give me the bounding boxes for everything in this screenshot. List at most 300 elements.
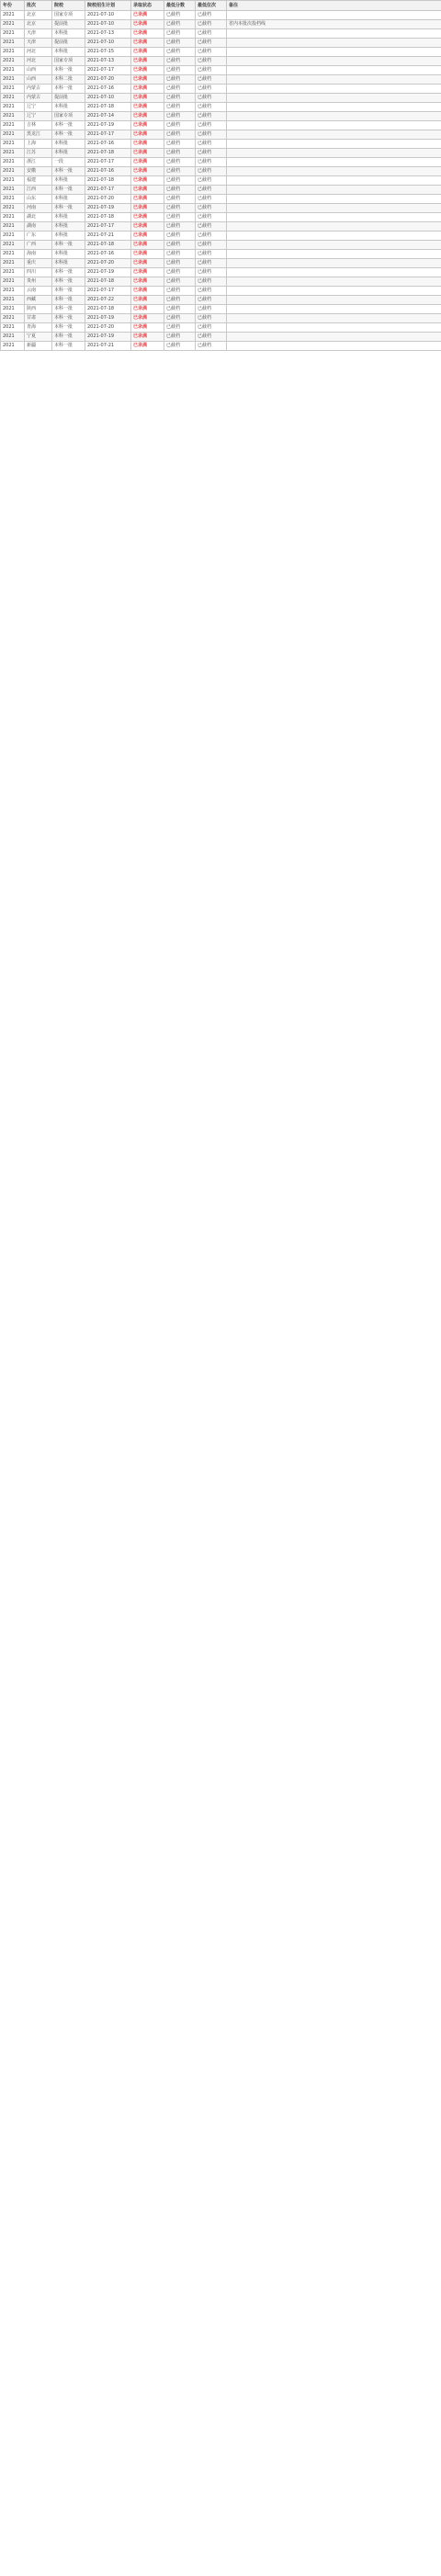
cell-school: 本科二批	[52, 75, 85, 85]
cell-school: 提前批	[52, 20, 85, 29]
table-row	[1, 222, 441, 232]
table-row	[1, 11, 441, 20]
cell-plan-date: 2021-07-17	[85, 186, 131, 195]
cell-batch: 宁夏	[25, 333, 52, 342]
cell-status: 已录满	[131, 222, 164, 232]
cell-batch: 辽宁	[25, 103, 52, 112]
cell-batch: 内蒙古	[25, 94, 52, 103]
cell-plan-date: 2021-07-20	[85, 323, 131, 333]
table-row	[1, 323, 441, 333]
cell-min-rank: 已截档	[196, 195, 227, 204]
cell-plan-date: 2021-07-10	[85, 20, 131, 29]
cell-batch: 内蒙古	[25, 85, 52, 94]
cell-school: 本科批	[52, 103, 85, 112]
cell-plan-date: 2021-07-19	[85, 333, 131, 342]
cell-batch: 河北	[25, 48, 52, 57]
cell-plan-date: 2021-07-15	[85, 48, 131, 57]
table-row	[1, 48, 441, 57]
cell-status: 已录满	[131, 195, 164, 204]
cell-school: 本科批	[52, 259, 85, 268]
table-row	[1, 140, 441, 149]
cell-min-rank: 已截档	[196, 167, 227, 176]
cell-year: 2021	[1, 232, 25, 241]
table-row	[1, 20, 441, 29]
cell-min-rank: 已截档	[196, 130, 227, 140]
cell-min-rank: 已截档	[196, 287, 227, 296]
cell-plan-date: 2021-07-20	[85, 259, 131, 268]
cell-batch: 甘肃	[25, 314, 52, 323]
cell-min-score: 已截档	[164, 48, 196, 57]
cell-school: 本科一批	[52, 66, 85, 75]
cell-status: 已录满	[131, 29, 164, 39]
cell-batch: 天津	[25, 39, 52, 48]
header-note: 备注	[227, 1, 441, 11]
cell-status: 已录满	[131, 186, 164, 195]
cell-min-score: 已截档	[164, 85, 196, 94]
cell-school: 本科一批	[52, 287, 85, 296]
table-row	[1, 287, 441, 296]
cell-batch: 云南	[25, 287, 52, 296]
cell-min-rank: 已截档	[196, 213, 227, 222]
cell-status: 已录满	[131, 48, 164, 57]
cell-plan-date: 2021-07-10	[85, 39, 131, 48]
cell-school: 本科一批	[52, 186, 85, 195]
table-row	[1, 259, 441, 268]
cell-batch: 青海	[25, 323, 52, 333]
cell-min-rank: 已截档	[196, 259, 227, 268]
table-row	[1, 305, 441, 314]
cell-min-score: 已截档	[164, 204, 196, 213]
cell-school: 本科一批	[52, 333, 85, 342]
cell-min-rank: 已截档	[196, 158, 227, 167]
cell-school: 国家专项	[52, 112, 85, 121]
cell-school: 本科一批	[52, 277, 85, 287]
cell-min-rank: 已截档	[196, 305, 227, 314]
cell-note: 省内本批次投档线	[227, 20, 441, 29]
cell-year: 2021	[1, 195, 25, 204]
cell-note	[227, 305, 441, 314]
cell-batch: 陕西	[25, 305, 52, 314]
cell-min-score: 已截档	[164, 121, 196, 130]
cell-year: 2021	[1, 39, 25, 48]
cell-min-score: 已截档	[164, 323, 196, 333]
cell-min-score: 已截档	[164, 259, 196, 268]
cell-plan-date: 2021-07-10	[85, 94, 131, 103]
cell-min-rank: 已截档	[196, 241, 227, 250]
cell-batch: 海南	[25, 250, 52, 259]
cell-school: 本科批	[52, 176, 85, 186]
cell-batch: 河南	[25, 204, 52, 213]
cell-plan-date: 2021-07-16	[85, 250, 131, 259]
cell-min-score: 已截档	[164, 11, 196, 20]
cell-min-rank: 已截档	[196, 94, 227, 103]
cell-batch: 北京	[25, 20, 52, 29]
cell-min-score: 已截档	[164, 287, 196, 296]
cell-batch: 广西	[25, 241, 52, 250]
cell-note	[227, 167, 441, 176]
cell-status: 已录满	[131, 287, 164, 296]
cell-school: 一段	[52, 158, 85, 167]
table-row	[1, 130, 441, 140]
cell-min-score: 已截档	[164, 130, 196, 140]
cell-note	[227, 204, 441, 213]
cell-status: 已录满	[131, 268, 164, 277]
cell-min-score: 已截档	[164, 176, 196, 186]
table-row	[1, 296, 441, 305]
cell-batch: 重庆	[25, 259, 52, 268]
cell-batch: 广东	[25, 232, 52, 241]
admission-sheet	[0, 0, 441, 351]
cell-note	[227, 75, 441, 85]
cell-school: 本科一批	[52, 296, 85, 305]
cell-min-rank: 已截档	[196, 75, 227, 85]
cell-note	[227, 296, 441, 305]
cell-year: 2021	[1, 75, 25, 85]
cell-min-rank: 已截档	[196, 112, 227, 121]
cell-note	[227, 213, 441, 222]
table-row	[1, 94, 441, 103]
cell-plan-date: 2021-07-17	[85, 66, 131, 75]
cell-min-rank: 已截档	[196, 204, 227, 213]
cell-note	[227, 195, 441, 204]
table-row	[1, 121, 441, 130]
cell-status: 已录满	[131, 66, 164, 75]
table-row	[1, 186, 441, 195]
cell-school: 本科批	[52, 48, 85, 57]
table-row	[1, 85, 441, 94]
cell-year: 2021	[1, 314, 25, 323]
cell-status: 已录满	[131, 296, 164, 305]
cell-school: 本科一批	[52, 268, 85, 277]
cell-plan-date: 2021-07-17	[85, 158, 131, 167]
cell-note	[227, 287, 441, 296]
table-body	[1, 11, 441, 351]
cell-note	[227, 323, 441, 333]
cell-year: 2021	[1, 333, 25, 342]
cell-min-rank: 已截档	[196, 121, 227, 130]
cell-min-rank: 已截档	[196, 176, 227, 186]
cell-status: 已录满	[131, 167, 164, 176]
table-row	[1, 39, 441, 48]
cell-plan-date: 2021-07-18	[85, 277, 131, 287]
table-row	[1, 167, 441, 176]
cell-batch: 湖南	[25, 222, 52, 232]
cell-note	[227, 85, 441, 94]
cell-min-rank: 已截档	[196, 314, 227, 323]
cell-status: 已录满	[131, 305, 164, 314]
cell-status: 已录满	[131, 130, 164, 140]
cell-plan-date: 2021-07-18	[85, 176, 131, 186]
cell-status: 已录满	[131, 11, 164, 20]
table-row	[1, 232, 441, 241]
cell-school: 本科一批	[52, 342, 85, 351]
cell-batch: 吉林	[25, 121, 52, 130]
cell-note	[227, 186, 441, 195]
cell-min-score: 已截档	[164, 103, 196, 112]
header-school: 院校	[52, 1, 85, 11]
cell-school: 本科批	[52, 29, 85, 39]
cell-min-score: 已截档	[164, 277, 196, 287]
cell-min-rank: 已截档	[196, 323, 227, 333]
cell-plan-date: 2021-07-17	[85, 222, 131, 232]
cell-status: 已录满	[131, 140, 164, 149]
cell-batch: 河北	[25, 57, 52, 66]
cell-note	[227, 149, 441, 158]
cell-status: 已录满	[131, 176, 164, 186]
cell-note	[227, 342, 441, 351]
cell-plan-date: 2021-07-13	[85, 29, 131, 39]
header-status: 录取状态	[131, 1, 164, 11]
cell-school: 国家专项	[52, 57, 85, 66]
cell-min-score: 已截档	[164, 75, 196, 85]
cell-min-score: 已截档	[164, 186, 196, 195]
cell-note	[227, 11, 441, 20]
cell-school: 国家专项	[52, 11, 85, 20]
cell-status: 已录满	[131, 103, 164, 112]
cell-batch: 山西	[25, 75, 52, 85]
cell-min-rank: 已截档	[196, 232, 227, 241]
admission-table	[0, 0, 441, 351]
cell-school: 本科批	[52, 195, 85, 204]
cell-min-rank: 已截档	[196, 11, 227, 20]
cell-year: 2021	[1, 268, 25, 277]
cell-min-score: 已截档	[164, 167, 196, 176]
cell-note	[227, 158, 441, 167]
cell-year: 2021	[1, 241, 25, 250]
cell-status: 已录满	[131, 342, 164, 351]
cell-min-rank: 已截档	[196, 342, 227, 351]
cell-batch: 山西	[25, 66, 52, 75]
cell-min-rank: 已截档	[196, 277, 227, 287]
cell-year: 2021	[1, 149, 25, 158]
cell-year: 2021	[1, 121, 25, 130]
table-row	[1, 241, 441, 250]
cell-note	[227, 222, 441, 232]
cell-plan-date: 2021-07-14	[85, 112, 131, 121]
table-row	[1, 66, 441, 75]
cell-year: 2021	[1, 277, 25, 287]
cell-year: 2021	[1, 57, 25, 66]
cell-min-score: 已截档	[164, 333, 196, 342]
cell-min-score: 已截档	[164, 232, 196, 241]
cell-school: 本科一批	[52, 323, 85, 333]
cell-plan-date: 2021-07-19	[85, 121, 131, 130]
cell-status: 已录满	[131, 121, 164, 130]
cell-min-score: 已截档	[164, 222, 196, 232]
header-batch: 批次	[25, 1, 52, 11]
cell-min-rank: 已截档	[196, 222, 227, 232]
cell-year: 2021	[1, 130, 25, 140]
cell-status: 已录满	[131, 85, 164, 94]
cell-note	[227, 277, 441, 287]
cell-plan-date: 2021-07-19	[85, 204, 131, 213]
cell-school: 本科批	[52, 232, 85, 241]
cell-year: 2021	[1, 250, 25, 259]
cell-plan-date: 2021-07-20	[85, 195, 131, 204]
cell-min-score: 已截档	[164, 39, 196, 48]
cell-note	[227, 121, 441, 130]
cell-school: 本科批	[52, 213, 85, 222]
cell-status: 已录满	[131, 333, 164, 342]
cell-min-rank: 已截档	[196, 333, 227, 342]
cell-status: 已录满	[131, 232, 164, 241]
cell-school: 本科一批	[52, 130, 85, 140]
table-row	[1, 314, 441, 323]
cell-year: 2021	[1, 29, 25, 39]
cell-school: 本科一批	[52, 305, 85, 314]
cell-note	[227, 103, 441, 112]
cell-status: 已录满	[131, 259, 164, 268]
cell-min-score: 已截档	[164, 195, 196, 204]
cell-status: 已录满	[131, 20, 164, 29]
cell-min-score: 已截档	[164, 250, 196, 259]
cell-batch: 辽宁	[25, 112, 52, 121]
cell-min-rank: 已截档	[196, 140, 227, 149]
cell-min-rank: 已截档	[196, 268, 227, 277]
cell-min-score: 已截档	[164, 94, 196, 103]
cell-plan-date: 2021-07-19	[85, 268, 131, 277]
cell-year: 2021	[1, 296, 25, 305]
cell-plan-date: 2021-07-16	[85, 85, 131, 94]
cell-batch: 北京	[25, 11, 52, 20]
cell-min-score: 已截档	[164, 158, 196, 167]
cell-status: 已录满	[131, 158, 164, 167]
cell-year: 2021	[1, 48, 25, 57]
cell-year: 2021	[1, 85, 25, 94]
cell-batch: 天津	[25, 29, 52, 39]
cell-school: 提前批	[52, 94, 85, 103]
cell-status: 已录满	[131, 204, 164, 213]
cell-year: 2021	[1, 323, 25, 333]
cell-min-rank: 已截档	[196, 48, 227, 57]
cell-plan-date: 2021-07-18	[85, 241, 131, 250]
cell-min-score: 已截档	[164, 314, 196, 323]
cell-status: 已录满	[131, 241, 164, 250]
cell-min-rank: 已截档	[196, 149, 227, 158]
cell-note	[227, 259, 441, 268]
cell-plan-date: 2021-07-21	[85, 232, 131, 241]
cell-min-rank: 已截档	[196, 296, 227, 305]
cell-status: 已录满	[131, 323, 164, 333]
cell-note	[227, 94, 441, 103]
cell-min-score: 已截档	[164, 268, 196, 277]
cell-batch: 山东	[25, 195, 52, 204]
cell-min-score: 已截档	[164, 296, 196, 305]
cell-min-score: 已截档	[164, 29, 196, 39]
cell-year: 2021	[1, 342, 25, 351]
cell-plan-date: 2021-07-10	[85, 11, 131, 20]
cell-plan-date: 2021-07-17	[85, 287, 131, 296]
cell-note	[227, 29, 441, 39]
cell-school: 本科一批	[52, 85, 85, 94]
table-row	[1, 195, 441, 204]
table-row	[1, 75, 441, 85]
cell-min-rank: 已截档	[196, 103, 227, 112]
cell-batch: 江西	[25, 186, 52, 195]
cell-year: 2021	[1, 305, 25, 314]
cell-status: 已录满	[131, 94, 164, 103]
cell-note	[227, 241, 441, 250]
table-row	[1, 29, 441, 39]
cell-min-score: 已截档	[164, 213, 196, 222]
cell-school: 提前批	[52, 39, 85, 48]
cell-min-score: 已截档	[164, 66, 196, 75]
cell-min-rank: 已截档	[196, 39, 227, 48]
cell-batch: 福建	[25, 176, 52, 186]
cell-plan-date: 2021-07-13	[85, 57, 131, 66]
table-row	[1, 250, 441, 259]
cell-school: 本科一批	[52, 167, 85, 176]
cell-note	[227, 112, 441, 121]
cell-plan-date: 2021-07-18	[85, 149, 131, 158]
table-header	[1, 1, 441, 11]
table-row	[1, 333, 441, 342]
cell-plan-date: 2021-07-16	[85, 140, 131, 149]
cell-year: 2021	[1, 167, 25, 176]
cell-status: 已录满	[131, 277, 164, 287]
cell-plan-date: 2021-07-20	[85, 75, 131, 85]
cell-year: 2021	[1, 158, 25, 167]
cell-year: 2021	[1, 222, 25, 232]
cell-batch: 安徽	[25, 167, 52, 176]
cell-plan-date: 2021-07-18	[85, 305, 131, 314]
table-row	[1, 342, 441, 351]
cell-note	[227, 333, 441, 342]
header-min-rank: 最低位次	[196, 1, 227, 11]
cell-batch: 西藏	[25, 296, 52, 305]
cell-min-score: 已截档	[164, 140, 196, 149]
cell-min-rank: 已截档	[196, 186, 227, 195]
cell-plan-date: 2021-07-18	[85, 213, 131, 222]
cell-plan-date: 2021-07-17	[85, 130, 131, 140]
cell-year: 2021	[1, 176, 25, 186]
cell-min-rank: 已截档	[196, 66, 227, 75]
cell-school: 本科批	[52, 149, 85, 158]
cell-min-rank: 已截档	[196, 250, 227, 259]
cell-school: 本科批	[52, 140, 85, 149]
cell-plan-date: 2021-07-19	[85, 314, 131, 323]
header-plan: 院校招生计划	[85, 1, 131, 11]
cell-min-score: 已截档	[164, 20, 196, 29]
table-row	[1, 268, 441, 277]
cell-school: 本科批	[52, 250, 85, 259]
cell-status: 已录满	[131, 112, 164, 121]
table-row	[1, 204, 441, 213]
cell-school: 本科一批	[52, 314, 85, 323]
table-row	[1, 112, 441, 121]
cell-batch: 江苏	[25, 149, 52, 158]
cell-school: 本科一批	[52, 241, 85, 250]
cell-note	[227, 176, 441, 186]
table-row	[1, 277, 441, 287]
cell-year: 2021	[1, 140, 25, 149]
cell-year: 2021	[1, 112, 25, 121]
cell-batch: 上海	[25, 140, 52, 149]
cell-min-score: 已截档	[164, 57, 196, 66]
table-row	[1, 103, 441, 112]
cell-year: 2021	[1, 259, 25, 268]
cell-note	[227, 130, 441, 140]
cell-status: 已录满	[131, 149, 164, 158]
cell-status: 已录满	[131, 39, 164, 48]
cell-note	[227, 232, 441, 241]
header-year: 年份	[1, 1, 25, 11]
cell-batch: 新疆	[25, 342, 52, 351]
cell-min-score: 已截档	[164, 305, 196, 314]
table-row	[1, 213, 441, 222]
cell-note	[227, 66, 441, 75]
cell-note	[227, 250, 441, 259]
